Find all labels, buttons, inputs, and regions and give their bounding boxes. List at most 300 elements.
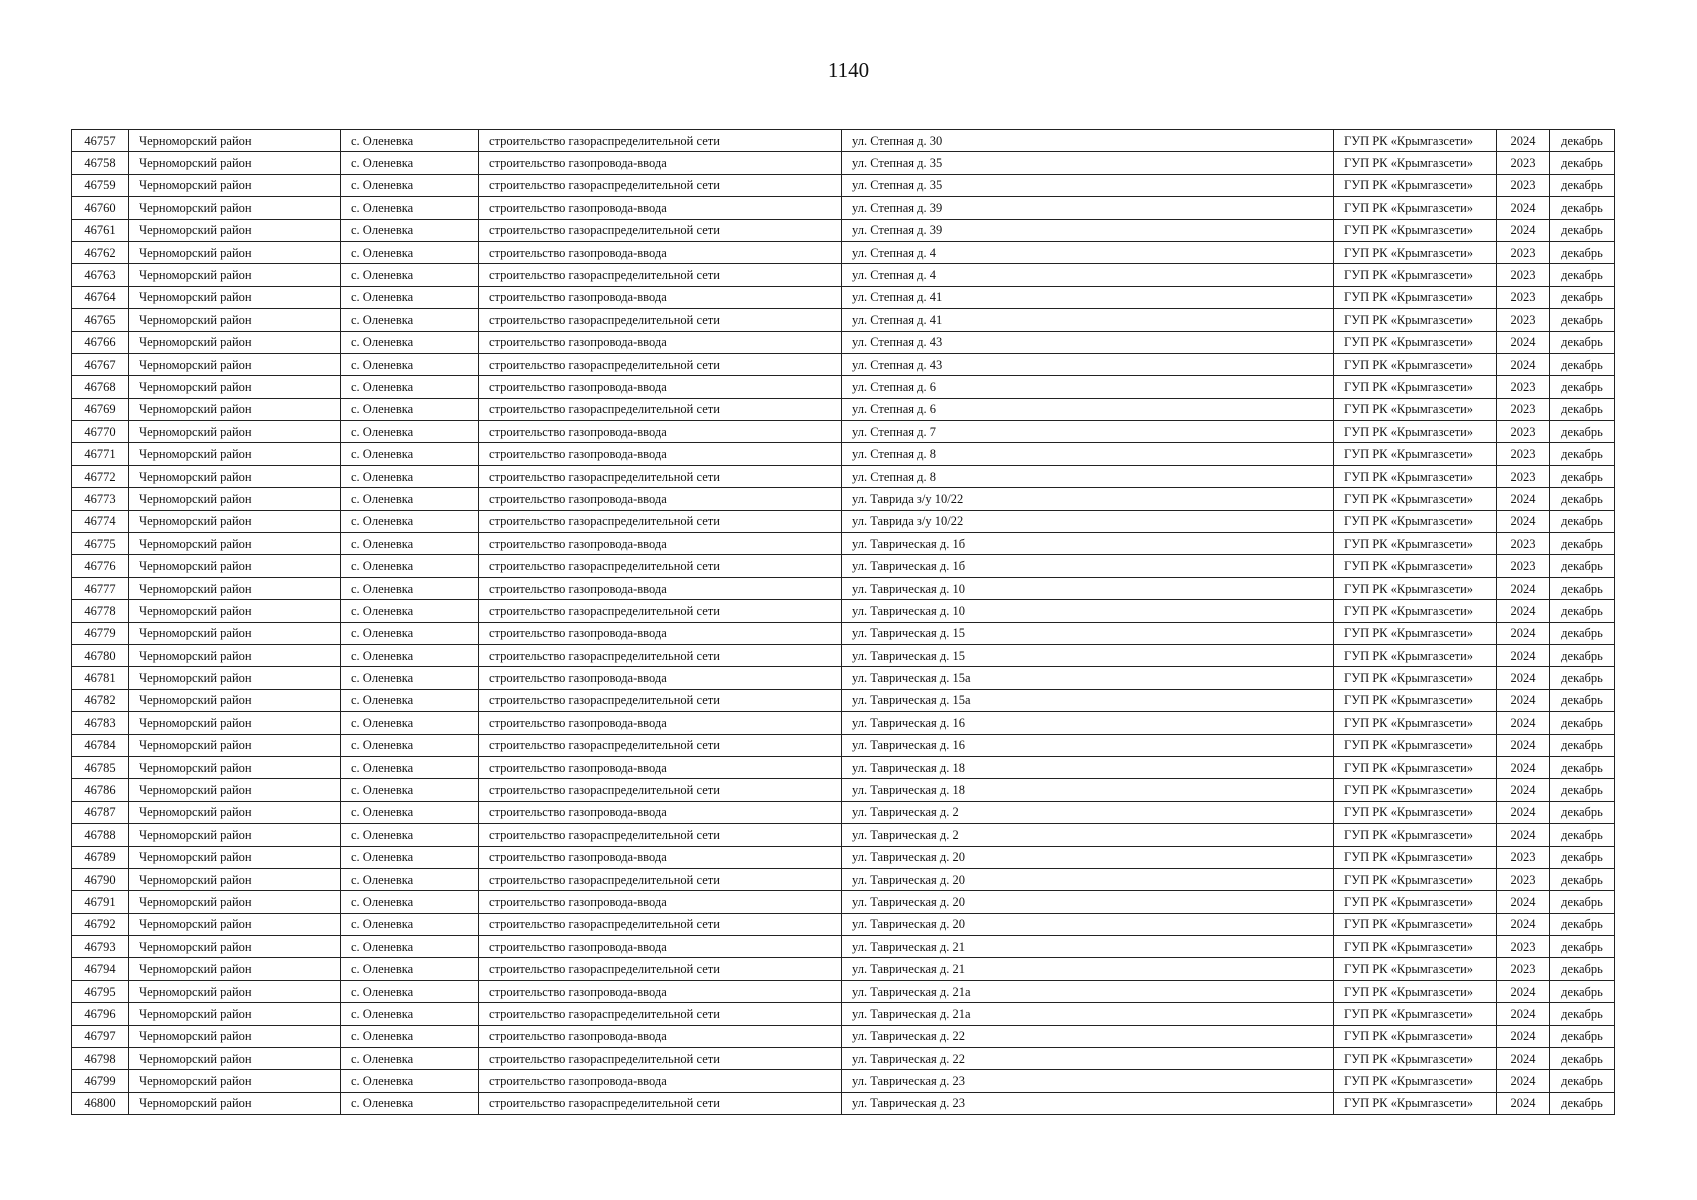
table-row [72,421,1615,443]
year-cell: 2024 [1497,1070,1550,1092]
work-type-cell: строительство газораспределительной сети [479,264,842,286]
organization-cell: ГУП РК «Крымгазсети» [1334,756,1497,778]
table-row [72,868,1615,890]
month-cell: декабрь [1550,868,1615,890]
work-type-cell: строительство газораспределительной сети [479,600,842,622]
month-cell: декабрь [1550,846,1615,868]
settlement-cell: с. Оленевка [341,130,479,152]
settlement-cell: с. Оленевка [341,376,479,398]
organization-cell: ГУП РК «Крымгазсети» [1334,868,1497,890]
month-cell: декабрь [1550,398,1615,420]
year-cell: 2023 [1497,421,1550,443]
address-cell: ул. Таврическая д. 20 [842,913,1334,935]
work-type-cell: строительство газораспределительной сети [479,689,842,711]
work-type-cell: строительство газораспределительной сети [479,779,842,801]
address-cell: ул. Степная д. 30 [842,130,1334,152]
organization-cell: ГУП РК «Крымгазсети» [1334,622,1497,644]
year-cell: 2024 [1497,801,1550,823]
district-cell: Черноморский район [129,577,341,599]
work-type-cell: строительство газораспределительной сети [479,555,842,577]
address-cell: ул. Таврическая д. 22 [842,1025,1334,1047]
year-cell: 2024 [1497,667,1550,689]
month-cell: декабрь [1550,756,1615,778]
organization-cell: ГУП РК «Крымгазсети» [1334,398,1497,420]
year-cell: 2023 [1497,286,1550,308]
work-type-cell: строительство газопровода-ввода [479,980,842,1002]
district-cell: Черноморский район [129,465,341,487]
work-type-cell: строительство газораспределительной сети [479,1048,842,1070]
settlement-cell: с. Оленевка [341,488,479,510]
table-row [72,443,1615,465]
work-type-cell: строительство газораспределительной сети [479,1092,842,1114]
row-number: 46758 [72,152,129,174]
month-cell: декабрь [1550,667,1615,689]
month-cell: декабрь [1550,958,1615,980]
row-number: 46772 [72,465,129,487]
settlement-cell: с. Оленевка [341,913,479,935]
work-type-cell: строительство газопровода-ввода [479,443,842,465]
district-cell: Черноморский район [129,241,341,263]
year-cell: 2024 [1497,510,1550,532]
month-cell: декабрь [1550,421,1615,443]
organization-cell: ГУП РК «Крымгазсети» [1334,958,1497,980]
work-type-cell: строительство газораспределительной сети [479,219,842,241]
month-cell: декабрь [1550,644,1615,666]
address-cell: ул. Степная д. 35 [842,174,1334,196]
table-row [72,555,1615,577]
year-cell: 2024 [1497,1092,1550,1114]
district-cell: Черноморский район [129,421,341,443]
district-cell: Черноморский район [129,488,341,510]
organization-cell: ГУП РК «Крымгазсети» [1334,241,1497,263]
organization-cell: ГУП РК «Крымгазсети» [1334,264,1497,286]
table-row [72,1003,1615,1025]
year-cell: 2023 [1497,846,1550,868]
address-cell: ул. Степная д. 6 [842,376,1334,398]
row-number: 46794 [72,958,129,980]
organization-cell: ГУП РК «Крымгазсети» [1334,980,1497,1002]
table-row [72,331,1615,353]
organization-cell: ГУП РК «Крымгазсети» [1334,309,1497,331]
settlement-cell: с. Оленевка [341,510,479,532]
district-cell: Черноморский район [129,712,341,734]
work-type-cell: строительство газопровода-ввода [479,936,842,958]
district-cell: Черноморский район [129,980,341,1002]
table-row [72,1092,1615,1114]
row-number: 46798 [72,1048,129,1070]
row-number: 46773 [72,488,129,510]
address-cell: ул. Таврическая д. 10 [842,600,1334,622]
work-type-cell: строительство газопровода-ввода [479,533,842,555]
row-number: 46770 [72,421,129,443]
work-type-cell: строительство газораспределительной сети [479,465,842,487]
year-cell: 2024 [1497,712,1550,734]
month-cell: декабрь [1550,779,1615,801]
work-type-cell: строительство газопровода-ввода [479,622,842,644]
district-cell: Черноморский район [129,868,341,890]
address-cell: ул. Таврическая д. 10 [842,577,1334,599]
organization-cell: ГУП РК «Крымгазсети» [1334,891,1497,913]
table-row [72,712,1615,734]
row-number: 46781 [72,667,129,689]
settlement-cell: с. Оленевка [341,958,479,980]
row-number: 46765 [72,309,129,331]
settlement-cell: с. Оленевка [341,779,479,801]
year-cell: 2023 [1497,443,1550,465]
district-cell: Черноморский район [129,152,341,174]
organization-cell: ГУП РК «Крымгазсети» [1334,197,1497,219]
address-cell: ул. Таврическая д. 15 [842,622,1334,644]
table-row [72,689,1615,711]
settlement-cell: с. Оленевка [341,891,479,913]
month-cell: декабрь [1550,197,1615,219]
address-cell: ул. Степная д. 43 [842,353,1334,375]
organization-cell: ГУП РК «Крымгазсети» [1334,174,1497,196]
table-row [72,913,1615,935]
work-type-cell: строительство газопровода-ввода [479,667,842,689]
settlement-cell: с. Оленевка [341,286,479,308]
organization-cell: ГУП РК «Крымгазсети» [1334,846,1497,868]
address-cell: ул. Таврическая д. 1б [842,533,1334,555]
month-cell: декабрь [1550,309,1615,331]
month-cell: декабрь [1550,824,1615,846]
organization-cell: ГУП РК «Крымгазсети» [1334,488,1497,510]
year-cell: 2024 [1497,353,1550,375]
address-cell: ул. Таврическая д. 23 [842,1070,1334,1092]
settlement-cell: с. Оленевка [341,398,479,420]
month-cell: декабрь [1550,510,1615,532]
row-number: 46760 [72,197,129,219]
district-cell: Черноморский район [129,510,341,532]
organization-cell: ГУП РК «Крымгазсети» [1334,801,1497,823]
year-cell: 2024 [1497,577,1550,599]
district-cell: Черноморский район [129,667,341,689]
table-row [72,980,1615,1002]
work-type-cell: строительство газопровода-ввода [479,846,842,868]
organization-cell: ГУП РК «Крымгазсети» [1334,219,1497,241]
work-type-cell: строительство газопровода-ввода [479,488,842,510]
row-number: 46762 [72,241,129,263]
district-cell: Черноморский район [129,533,341,555]
organization-cell: ГУП РК «Крымгазсети» [1334,376,1497,398]
district-cell: Черноморский район [129,1092,341,1114]
organization-cell: ГУП РК «Крымгазсети» [1334,779,1497,801]
district-cell: Черноморский район [129,197,341,219]
table-row [72,644,1615,666]
year-cell: 2024 [1497,1003,1550,1025]
district-cell: Черноморский район [129,130,341,152]
month-cell: декабрь [1550,891,1615,913]
table-row [72,197,1615,219]
settlement-cell: с. Оленевка [341,622,479,644]
district-cell: Черноморский район [129,219,341,241]
address-cell: ул. Таврическая д. 16 [842,712,1334,734]
row-number: 46784 [72,734,129,756]
district-cell: Черноморский район [129,689,341,711]
table-row [72,376,1615,398]
organization-cell: ГУП РК «Крымгазсети» [1334,644,1497,666]
settlement-cell: с. Оленевка [341,936,479,958]
row-number: 46786 [72,779,129,801]
organization-cell: ГУП РК «Крымгазсети» [1334,913,1497,935]
address-cell: ул. Степная д. 4 [842,241,1334,263]
year-cell: 2024 [1497,891,1550,913]
year-cell: 2023 [1497,152,1550,174]
month-cell: декабрь [1550,353,1615,375]
year-cell: 2024 [1497,331,1550,353]
month-cell: декабрь [1550,488,1615,510]
row-number: 46769 [72,398,129,420]
table-row [72,219,1615,241]
organization-cell: ГУП РК «Крымгазсети» [1334,1003,1497,1025]
address-cell: ул. Таврическая д. 15а [842,689,1334,711]
settlement-cell: с. Оленевка [341,264,479,286]
row-number: 46791 [72,891,129,913]
address-cell: ул. Таврическая д. 1б [842,555,1334,577]
year-cell: 2023 [1497,174,1550,196]
work-type-cell: строительство газопровода-ввода [479,712,842,734]
organization-cell: ГУП РК «Крымгазсети» [1334,689,1497,711]
settlement-cell: с. Оленевка [341,555,479,577]
row-number: 46787 [72,801,129,823]
year-cell: 2024 [1497,130,1550,152]
row-number: 46763 [72,264,129,286]
settlement-cell: с. Оленевка [341,1070,479,1092]
address-cell: ул. Таврическая д. 20 [842,846,1334,868]
district-cell: Черноморский район [129,958,341,980]
month-cell: декабрь [1550,443,1615,465]
work-type-cell: строительство газораспределительной сети [479,174,842,196]
district-cell: Черноморский район [129,801,341,823]
row-number: 46800 [72,1092,129,1114]
year-cell: 2023 [1497,241,1550,263]
district-cell: Черноморский район [129,331,341,353]
table-row [72,130,1615,152]
month-cell: декабрь [1550,241,1615,263]
row-number: 46779 [72,622,129,644]
organization-cell: ГУП РК «Крымгазсети» [1334,712,1497,734]
row-number: 46793 [72,936,129,958]
work-type-cell: строительство газопровода-ввода [479,577,842,599]
row-number: 46759 [72,174,129,196]
work-type-cell: строительство газопровода-ввода [479,801,842,823]
work-type-cell: строительство газораспределительной сети [479,510,842,532]
table-row [72,734,1615,756]
year-cell: 2023 [1497,309,1550,331]
year-cell: 2023 [1497,264,1550,286]
address-cell: ул. Таврида з/у 10/22 [842,510,1334,532]
district-cell: Черноморский район [129,622,341,644]
settlement-cell: с. Оленевка [341,309,479,331]
table-row [72,286,1615,308]
settlement-cell: с. Оленевка [341,197,479,219]
work-type-cell: строительство газопровода-ввода [479,152,842,174]
month-cell: декабрь [1550,689,1615,711]
settlement-cell: с. Оленевка [341,734,479,756]
row-number: 46797 [72,1025,129,1047]
registry-body [72,130,1615,1115]
table-row [72,1048,1615,1070]
organization-cell: ГУП РК «Крымгазсети» [1334,130,1497,152]
table-row [72,846,1615,868]
address-cell: ул. Таврида з/у 10/22 [842,488,1334,510]
settlement-cell: с. Оленевка [341,1092,479,1114]
organization-cell: ГУП РК «Крымгазсети» [1334,443,1497,465]
row-number: 46792 [72,913,129,935]
address-cell: ул. Степная д. 7 [842,421,1334,443]
work-type-cell: строительство газопровода-ввода [479,1070,842,1092]
address-cell: ул. Таврическая д. 20 [842,868,1334,890]
address-cell: ул. Таврическая д. 22 [842,1048,1334,1070]
address-cell: ул. Таврическая д. 21 [842,958,1334,980]
district-cell: Черноморский район [129,286,341,308]
month-cell: декабрь [1550,734,1615,756]
row-number: 46777 [72,577,129,599]
year-cell: 2023 [1497,555,1550,577]
settlement-cell: с. Оленевка [341,174,479,196]
address-cell: ул. Таврическая д. 21а [842,1003,1334,1025]
year-cell: 2024 [1497,824,1550,846]
table-row [72,936,1615,958]
year-cell: 2024 [1497,622,1550,644]
year-cell: 2024 [1497,980,1550,1002]
row-number: 46766 [72,331,129,353]
address-cell: ул. Степная д. 8 [842,443,1334,465]
year-cell: 2024 [1497,644,1550,666]
organization-cell: ГУП РК «Крымгазсети» [1334,353,1497,375]
settlement-cell: с. Оленевка [341,980,479,1002]
month-cell: декабрь [1550,555,1615,577]
settlement-cell: с. Оленевка [341,443,479,465]
settlement-cell: с. Оленевка [341,465,479,487]
settlement-cell: с. Оленевка [341,600,479,622]
settlement-cell: с. Оленевка [341,533,479,555]
year-cell: 2023 [1497,398,1550,420]
row-number: 46799 [72,1070,129,1092]
address-cell: ул. Степная д. 39 [842,197,1334,219]
district-cell: Черноморский район [129,309,341,331]
month-cell: декабрь [1550,1025,1615,1047]
district-cell: Черноморский район [129,1025,341,1047]
work-type-cell: строительство газораспределительной сети [479,958,842,980]
month-cell: декабрь [1550,936,1615,958]
organization-cell: ГУП РК «Крымгазсети» [1334,331,1497,353]
settlement-cell: с. Оленевка [341,846,479,868]
row-number: 46796 [72,1003,129,1025]
address-cell: ул. Степная д. 41 [842,286,1334,308]
month-cell: декабрь [1550,801,1615,823]
table-row [72,667,1615,689]
district-cell: Черноморский район [129,846,341,868]
organization-cell: ГУП РК «Крымгазсети» [1334,152,1497,174]
address-cell: ул. Таврическая д. 21 [842,936,1334,958]
work-type-cell: строительство газораспределительной сети [479,824,842,846]
year-cell: 2024 [1497,600,1550,622]
table-row [72,152,1615,174]
settlement-cell: с. Оленевка [341,1025,479,1047]
year-cell: 2024 [1497,913,1550,935]
month-cell: декабрь [1550,219,1615,241]
organization-cell: ГУП РК «Крымгазсети» [1334,510,1497,532]
work-type-cell: строительство газопровода-ввода [479,197,842,219]
table-row [72,622,1615,644]
work-type-cell: строительство газопровода-ввода [479,331,842,353]
year-cell: 2024 [1497,1048,1550,1070]
district-cell: Черноморский район [129,555,341,577]
table-row [72,241,1615,263]
address-cell: ул. Степная д. 39 [842,219,1334,241]
row-number: 46768 [72,376,129,398]
settlement-cell: с. Оленевка [341,756,479,778]
district-cell: Черноморский район [129,644,341,666]
work-type-cell: строительство газораспределительной сети [479,644,842,666]
row-number: 46795 [72,980,129,1002]
year-cell: 2024 [1497,1025,1550,1047]
table-row [72,958,1615,980]
row-number: 46778 [72,600,129,622]
organization-cell: ГУП РК «Крымгазсети» [1334,600,1497,622]
settlement-cell: с. Оленевка [341,152,479,174]
month-cell: декабрь [1550,913,1615,935]
work-type-cell: строительство газопровода-ввода [479,241,842,263]
month-cell: декабрь [1550,331,1615,353]
work-type-cell: строительство газопровода-ввода [479,376,842,398]
registry-table [71,129,1615,1115]
organization-cell: ГУП РК «Крымгазсети» [1334,1070,1497,1092]
year-cell: 2023 [1497,868,1550,890]
settlement-cell: с. Оленевка [341,801,479,823]
settlement-cell: с. Оленевка [341,868,479,890]
work-type-cell: строительство газораспределительной сети [479,913,842,935]
table-row [72,891,1615,913]
address-cell: ул. Таврическая д. 23 [842,1092,1334,1114]
work-type-cell: строительство газопровода-ввода [479,286,842,308]
settlement-cell: с. Оленевка [341,421,479,443]
row-number: 46785 [72,756,129,778]
page-number: 1140 [827,58,870,82]
month-cell: декабрь [1550,152,1615,174]
month-cell: декабрь [1550,1048,1615,1070]
work-type-cell: строительство газораспределительной сети [479,1003,842,1025]
work-type-cell: строительство газопровода-ввода [479,891,842,913]
year-cell: 2024 [1497,219,1550,241]
organization-cell: ГУП РК «Крымгазсети» [1334,936,1497,958]
year-cell: 2024 [1497,689,1550,711]
work-type-cell: строительство газораспределительной сети [479,734,842,756]
month-cell: декабрь [1550,622,1615,644]
year-cell: 2023 [1497,465,1550,487]
address-cell: ул. Степная д. 6 [842,398,1334,420]
organization-cell: ГУП РК «Крымгазсети» [1334,555,1497,577]
year-cell: 2023 [1497,533,1550,555]
organization-cell: ГУП РК «Крымгазсети» [1334,533,1497,555]
month-cell: декабрь [1550,130,1615,152]
settlement-cell: с. Оленевка [341,824,479,846]
month-cell: декабрь [1550,1092,1615,1114]
row-number: 46780 [72,644,129,666]
district-cell: Черноморский район [129,264,341,286]
settlement-cell: с. Оленевка [341,331,479,353]
organization-cell: ГУП РК «Крымгазсети» [1334,1092,1497,1114]
settlement-cell: с. Оленевка [341,1003,479,1025]
district-cell: Черноморский район [129,1048,341,1070]
address-cell: ул. Таврическая д. 20 [842,891,1334,913]
settlement-cell: с. Оленевка [341,667,479,689]
year-cell: 2024 [1497,734,1550,756]
month-cell: декабрь [1550,712,1615,734]
month-cell: декабрь [1550,465,1615,487]
district-cell: Черноморский район [129,756,341,778]
